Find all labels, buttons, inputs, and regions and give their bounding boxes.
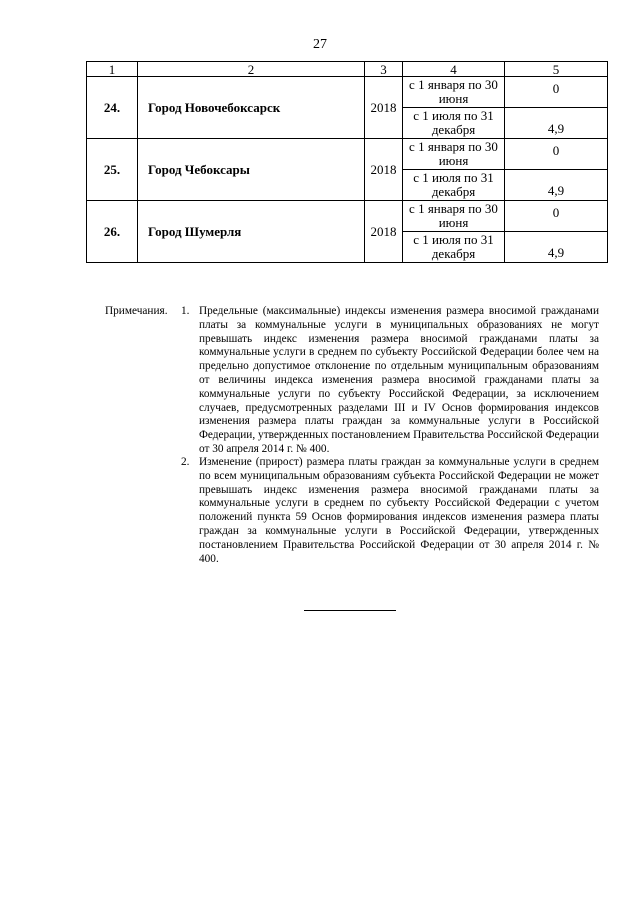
column-number: 5 [505,62,608,77]
period-cell: с 1 января по 30 июня [403,201,505,232]
index-value: 4,9 [505,108,608,139]
column-number: 3 [365,62,403,77]
index-value: 4,9 [505,170,608,201]
year-cell: 2018 [365,201,403,263]
index-value: 4,9 [505,232,608,263]
end-divider [304,610,396,611]
column-number-row [87,62,608,77]
column-number: 1 [87,62,138,77]
note-text: Изменение (прирост) размера платы граждан за коммунальные услуги в среднем по всем муниципальным образованиям субъекта Российской Федерации не может превышать индекс изменения размера вносимой гражданами платы за коммунальные услуги в среднем по субъекту Российской Федерации с учетом положений пункта 59 Основ формирования индексов изменения размера платы граждан за коммунальные услуги в Российской Федерации, утвержденных постановлением Правительства Российской Федерации от 30 апреля 2014 г. № 400. [199,456,599,565]
note-number: 2. [181,456,190,468]
table-row [87,139,608,170]
period-cell: с 1 июля по 31 декабря [403,108,505,139]
row-number: 25. [87,139,138,201]
municipality-name: Город Новочебоксарск [138,77,365,139]
index-value: 0 [505,77,608,108]
municipality-name: Город Шумерля [138,201,365,263]
year-cell: 2018 [365,139,403,201]
municipality-name: Город Чебоксары [138,139,365,201]
notes-label: Примечания. [105,305,168,317]
year-cell: 2018 [365,77,403,139]
note-number: 1. [181,305,190,317]
index-value: 0 [505,201,608,232]
row-number: 24. [87,77,138,139]
period-cell: с 1 июля по 31 декабря [403,170,505,201]
period-cell: с 1 января по 30 июня [403,77,505,108]
table-row [87,201,608,232]
index-table [86,61,608,263]
period-cell: с 1 января по 30 июня [403,139,505,170]
note-item [181,305,599,457]
period-cell: с 1 июля по 31 декабря [403,232,505,263]
table-row [87,77,608,108]
index-value: 0 [505,139,608,170]
column-number: 4 [403,62,505,77]
column-number: 2 [138,62,365,77]
row-number: 26. [87,201,138,263]
note-item [181,456,599,566]
page-number: 27 [313,37,327,52]
note-text: Предельные (максимальные) индексы изменения размера вносимой гражданами платы за коммунальные услуги в муниципальных образованиях не могут превышать индекс изменения размера вносимой гражданами платы за коммунальные услуги в среднем по субъекту Российской Федерации более чем на предельно допустимое отклонение по отдельным муниципальным образованиям от величины индекса изменения размера вносимой гражданами платы за коммунальные услуги по субъекту Российской Федерации, за исключением случаев, предусмотренных разделами III и IV Основ формирования индексов изменения размера платы граждан за коммунальные услуги в Российской Федерации, утвержденных постановлением Правительства Российской Федерации от 30 апреля 2014 г. № 400. [199,305,599,455]
